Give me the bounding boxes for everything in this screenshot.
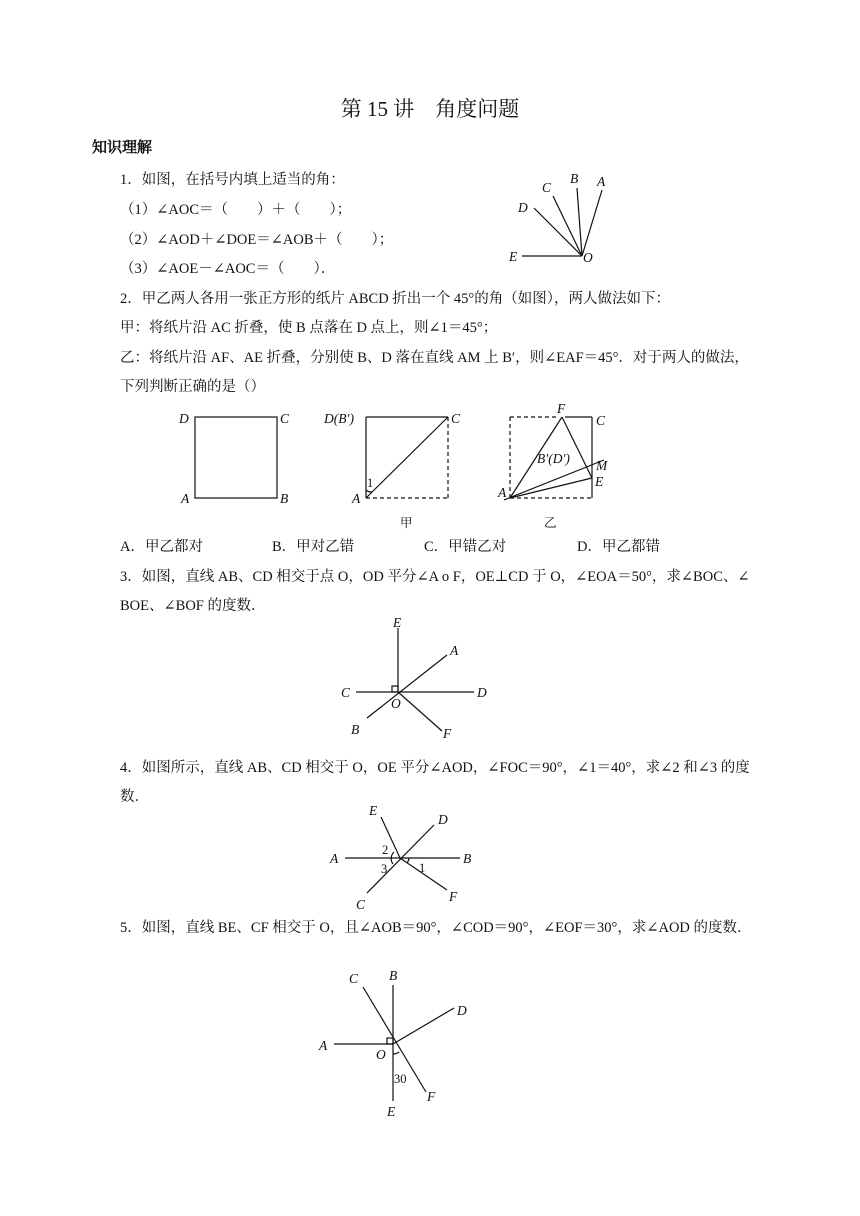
q2-option-a: A．甲乙都对: [120, 539, 203, 555]
page-title: 第 15 讲 角度问题: [340, 97, 520, 121]
q2-yi-figure: [497, 401, 608, 530]
q2-fig3-label-a: A: [498, 485, 507, 500]
q4-label-e: E: [369, 803, 378, 818]
q4-angle-2: 2: [382, 843, 389, 857]
q4-label-f: F: [449, 889, 458, 904]
q3-figure: [341, 615, 487, 741]
q4-angle-1: 1: [419, 861, 426, 875]
q3-label-e: E: [393, 615, 402, 630]
q2-option-d: D．甲乙都错: [577, 539, 660, 555]
q3-label-o: O: [391, 696, 401, 711]
q4-label-d: D: [438, 812, 448, 827]
q1-part3: （3）∠AOE－∠AOC＝（ ）．: [120, 261, 336, 277]
q2-fig1-label-a: A: [181, 491, 190, 506]
q2-line2: 甲：将纸片沿 AC 折叠，使 B 点落在 D 点上，则∠1＝45°；: [120, 320, 498, 336]
q5-line1: 5．如图，直线 BE、CF 相交于 O，且∠AOB＝90°，∠COD＝90°，∠EOF＝30°，求∠AOD 的度数．: [120, 920, 752, 936]
q1-label-e: E: [509, 249, 518, 264]
q2-fig3-label-c: C: [596, 413, 606, 428]
q1-label-o: O: [583, 250, 593, 265]
q2-fig1-label-b: B: [280, 491, 289, 506]
q5-label-a: A: [319, 1038, 328, 1053]
q2-fig2-label-c: C: [451, 411, 461, 426]
q2-option-b: B．甲对乙错: [272, 539, 355, 555]
q5-label-c: C: [349, 971, 359, 986]
q3-label-a: A: [450, 643, 459, 658]
q3-line1: 3．如图，直线 AB、CD 相交于点 O，OD 平分∠A o F，OE⊥CD 于 O，∠EOA＝50°，求∠BOC、∠: [120, 569, 750, 585]
q5-label-o: O: [376, 1047, 386, 1062]
q2-fig2-angle-1: 1: [367, 476, 374, 490]
q2-jia-figure: [323, 411, 461, 530]
q1-label-b: B: [570, 171, 579, 186]
q4-angle-3: 3: [381, 862, 388, 876]
q5-label-d: D: [457, 1003, 467, 1018]
q5-label-b: B: [389, 968, 398, 983]
q1-figure: [508, 171, 606, 265]
q4-line1: 4．如图所示，直线 AB、CD 相交于 O，OE 平分∠AOD，∠FOC＝90°，∠1＝40°，求∠2 和∠3 的度: [120, 760, 750, 776]
q5-label-e: E: [387, 1104, 396, 1119]
q2-fig2-label-a: A: [352, 491, 361, 506]
q3-label-c: C: [341, 685, 351, 700]
q4-label-b: B: [463, 851, 472, 866]
q2-square-figure: [178, 411, 290, 506]
q2-fig2-label-db: D(B′): [324, 411, 354, 426]
q4-figure: [329, 803, 471, 912]
q2-fig2-caption: 甲: [400, 516, 413, 530]
q2-line3: 乙：将纸片沿 AF、AE 折叠，分别使 B、D 落在直线 AM 上 B′，则∠EAF＝45°．对于两人的做法，: [120, 350, 749, 366]
q1-stem: 1．如图，在括号内填上适当的角：: [120, 172, 345, 188]
q2-line1: 2．甲乙两人各用一张正方形的纸片 ABCD 折出一个 45°的角（如图），两人做法如下：: [120, 291, 670, 307]
q2-fig3-label-m: M: [596, 458, 608, 473]
q3-line2: BOE、∠BOF 的度数．: [120, 598, 266, 614]
q3-label-f: F: [443, 726, 452, 741]
q4-line2: 数．: [120, 789, 149, 805]
q4-label-a: A: [330, 851, 339, 866]
q2-fig1-label-c: C: [280, 411, 290, 426]
q2-fig3-label-e: E: [595, 474, 604, 489]
section-heading: 知识理解: [92, 138, 153, 156]
q3-label-b: B: [351, 722, 360, 737]
q5-label-f: F: [427, 1089, 436, 1104]
q1-label-a: A: [597, 174, 606, 189]
q5-angle-30: 30: [394, 1072, 407, 1086]
q2-fig1-label-d: D: [179, 411, 189, 426]
q2-line4: 下列判断正确的是（）: [120, 379, 265, 395]
q5-figure: [318, 968, 467, 1119]
q2-fig3-caption: 乙: [544, 516, 557, 530]
q1-label-d: D: [518, 200, 528, 215]
q1-label-c: C: [542, 180, 552, 195]
q2-option-c: C．甲错乙对: [424, 539, 507, 555]
q2-fig3-label-f: F: [557, 401, 566, 416]
q1-part1: （1）∠AOC＝（ ）＋（ ）；: [120, 202, 352, 218]
q2-fig3-label-bd: B′(D′): [537, 451, 570, 466]
q3-label-d: D: [477, 685, 487, 700]
q4-label-c: C: [356, 897, 366, 912]
q1-part2: （2）∠AOD＋∠DOE＝∠AOB＋（ ）；: [120, 232, 394, 248]
